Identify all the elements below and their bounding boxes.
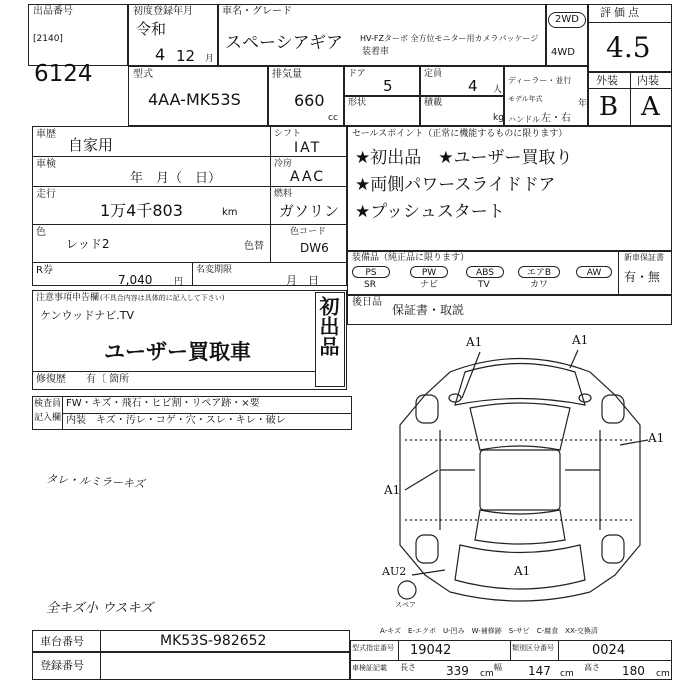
mark-a1-left: A1 — [384, 483, 401, 497]
history-value: 自家用 — [68, 136, 114, 154]
equipment-label: 装備品（純正品に限ります） — [352, 253, 470, 263]
after-value: 保証書・取説 — [392, 303, 465, 317]
width-unit: cm — [560, 669, 574, 679]
cert-vdiv-3 — [558, 640, 559, 660]
score-value: 4.5 — [606, 31, 651, 64]
model-year-unit: 年 — [578, 99, 588, 109]
windshield-outline — [470, 403, 570, 450]
after-label: 後日品 — [352, 297, 382, 308]
yen-unit: 円 — [174, 277, 184, 287]
km-unit: km — [222, 207, 238, 218]
rear-window-outline — [475, 510, 565, 544]
equip-pw: PW — [410, 266, 448, 278]
handwritten-note-1: タレ・ルミラーキズ — [45, 472, 146, 491]
era: 令和 — [136, 20, 167, 38]
wheel-rl — [416, 535, 438, 563]
cc-unit: cc — [328, 113, 338, 123]
repair-label: 修復歴 — [36, 374, 66, 385]
repair-value: 有〔 箇所 — [86, 374, 130, 385]
type-cert-value: 19042 — [410, 643, 452, 658]
color-code-label: 色コード — [290, 227, 327, 237]
spare-label: スペア — [395, 601, 416, 609]
shift-label: シフト — [274, 129, 302, 139]
equip-sr: SR — [364, 280, 376, 290]
wheel-fr — [602, 395, 624, 423]
history-label: 車歴 — [36, 129, 56, 140]
class-value: 0024 — [592, 643, 626, 658]
height-unit: cm — [656, 669, 670, 679]
inspector-label-1: 検査員 — [34, 399, 62, 409]
mark-a1-rear: A1 — [514, 564, 531, 578]
wheel-fl — [416, 395, 438, 423]
height-label: 高さ — [584, 663, 600, 672]
pointer-au2 — [412, 570, 445, 575]
color-value: レッド2 — [66, 237, 110, 251]
handle-label: ハンドル — [508, 115, 540, 124]
lot-label: 出品番号 — [33, 6, 73, 17]
lot-sub: [2140] — [33, 34, 63, 44]
mileage-value: 1万4千803 — [100, 201, 183, 220]
reg-number-label: 登録番号 — [40, 659, 84, 672]
length-value: 339 — [446, 664, 469, 678]
inspection-label: 車検 — [36, 159, 56, 170]
mark-au2: AU2 — [382, 565, 407, 578]
model-year-label: モデル年式 — [508, 95, 543, 103]
cert-vdiv-2 — [510, 640, 511, 660]
drive-2wd: 2WD — [548, 12, 586, 28]
inspector-line-2: 内装 キズ・汚レ・コゲ・穴・スレ・キレ・破レ — [66, 415, 286, 426]
cert-vdiv-1 — [398, 640, 399, 660]
equip-abs: ABS — [466, 266, 504, 278]
cert-hdiv — [350, 660, 672, 661]
fuel-value: ガソリン — [279, 202, 340, 220]
sales-label: セールスポイント（正常に機能するものに限ります） — [352, 129, 568, 139]
chassis-value: MK53S-982652 — [160, 633, 267, 649]
recycle-label: R券 — [36, 265, 53, 276]
recycle-value: 7,040 — [118, 273, 153, 287]
mirror-right — [579, 394, 591, 402]
notes-big: ユーザー買取車 — [104, 340, 251, 364]
aircon-value: AAC — [290, 169, 326, 185]
color-label: 色 — [36, 227, 46, 238]
equip-navi: ナビ — [420, 280, 439, 290]
load-label: 積載 — [424, 98, 443, 108]
capacity-unit: 人 — [493, 85, 503, 95]
doors-label: ドア — [348, 69, 366, 79]
car-name: スペーシアギア — [225, 33, 343, 53]
exterior-grade: B — [599, 92, 619, 122]
score-label: 評価点 — [600, 6, 642, 19]
equip-airbag: エアB — [518, 266, 560, 278]
reg-month-unit: 月 — [205, 54, 215, 64]
exterior-label: 外装 — [596, 74, 618, 87]
cert-label: 車検証記載 — [352, 664, 387, 672]
pointer-a1-top-right — [570, 350, 578, 368]
sales-line-2: ★両側パワースライドドア — [355, 175, 556, 195]
mirror-left — [449, 394, 461, 402]
interior-grade: A — [641, 92, 660, 122]
handwritten-note-2: 全キズ小 ウスキズ — [46, 601, 154, 616]
warranty-value: 有・無 — [624, 270, 661, 284]
reg-label: 初度登録年月 — [133, 6, 193, 17]
equip-tv: TV — [478, 280, 490, 290]
name-label: 車名・グレード — [222, 6, 292, 17]
drive-4wd: 4WD — [551, 47, 575, 58]
color-replace-label: 色替 — [244, 241, 264, 252]
reg-month: 12 — [176, 47, 196, 65]
equip-ps: PS — [352, 266, 390, 278]
width-label: 幅 — [494, 663, 502, 672]
hood-outline — [455, 364, 585, 406]
mileage-label: 走行 — [36, 189, 56, 200]
displacement-value: 660 — [294, 91, 325, 110]
displacement-label: 排気量 — [272, 69, 302, 80]
mark-a1-right: A1 — [648, 431, 665, 445]
length-unit: cm — [480, 669, 494, 679]
sales-line-1: ★初出品 ★ユーザー買取り — [355, 148, 573, 168]
notes-sub: (不具合内容は具体的に記入して下さい) — [100, 294, 225, 302]
inspector-label-2: 記入欄 — [34, 413, 62, 423]
equip-leather: カワ — [530, 280, 549, 290]
fuel-label: 燃料 — [274, 189, 293, 199]
model-value: 4AA-MK53S — [148, 90, 241, 109]
load-unit: kg — [493, 113, 504, 123]
doors-value: 5 — [383, 77, 393, 95]
sales-line-3: ★プッシュスタート — [355, 202, 505, 222]
inspector-line-1: FW・キズ・飛石・ヒビ割・リペア跡・×要 — [66, 398, 260, 409]
roof-outline — [480, 450, 560, 510]
aircon-label: 冷房 — [274, 159, 293, 169]
wheel-rr — [602, 535, 624, 563]
grade-line1: HV-FZターボ 全方位モニター用カメラパッケージ — [360, 34, 539, 43]
chassis-label: 車台番号 — [40, 635, 84, 648]
model-label: 型式 — [133, 69, 153, 80]
height-value: 180 — [622, 664, 645, 678]
warranty-label: 新車保証書 — [624, 253, 664, 262]
name-change-value: 月 日 — [286, 274, 319, 287]
capacity-label: 定員 — [424, 69, 443, 79]
legend: A-キズ E-エクボ U-凹み W-補修跡 S-サビ C-腐食 XX-交換済 — [380, 627, 598, 635]
mark-a1-top-left: A1 — [466, 335, 483, 349]
handle-value: 左・右 — [541, 113, 571, 124]
inspection-value: 年 月（ 日） — [130, 171, 222, 186]
color-code-value: DW6 — [300, 241, 329, 255]
mark-a1-top-right: A1 — [572, 333, 589, 347]
first-listing-stamp: 初出品 — [316, 296, 340, 356]
dealer-label: ディーラー・並行 — [508, 76, 572, 85]
reg-year: 4 — [155, 45, 166, 64]
width-value: 147 — [528, 664, 551, 678]
pointer-a1-left — [405, 470, 438, 490]
notes-line-1: ケンウッドナビ.TV — [40, 309, 134, 322]
lot-number: 6124 — [34, 61, 93, 87]
interior-label: 内装 — [637, 74, 659, 87]
type-cert-label: 型式指定番号 — [352, 644, 394, 652]
shift-value: IAT — [294, 140, 322, 156]
notes-label: 注意事項申告欄 — [36, 293, 100, 303]
length-label: 長さ — [400, 663, 416, 672]
name-change-label: 名変期限 — [196, 265, 233, 275]
class-label: 類別区分番号 — [512, 644, 554, 652]
grade-line2: 装着車 — [362, 47, 390, 57]
shape-label: 形状 — [348, 98, 367, 108]
equip-aw: AW — [576, 266, 612, 278]
pointer-a1-right — [620, 440, 648, 445]
spare-wheel — [398, 581, 416, 599]
capacity-value: 4 — [468, 77, 478, 95]
